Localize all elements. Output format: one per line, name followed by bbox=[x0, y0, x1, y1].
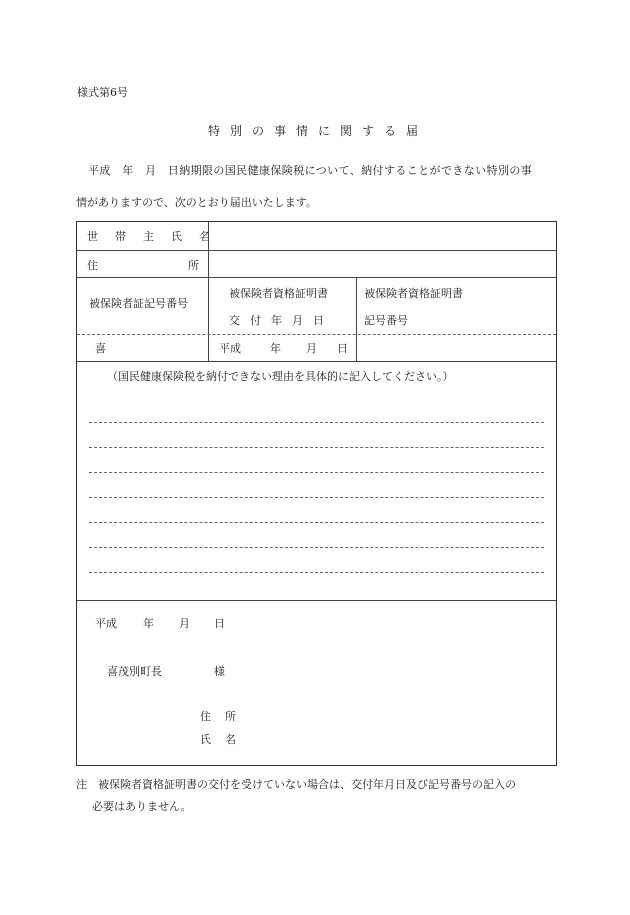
issue-date-era: 平成 bbox=[219, 342, 241, 355]
intro-line-1: 平成 年 月 日納期限の国民健康保険税について、納付することができない特別の事 bbox=[88, 164, 533, 177]
reason-instruction: （国民健康保険税を納付できない理由を具体的に記入してください。） bbox=[107, 370, 454, 383]
issue-date-day: 日 bbox=[337, 342, 348, 355]
householder-name-label bbox=[87, 228, 227, 244]
reason-line-4 bbox=[89, 497, 544, 498]
applicant-name-label-2: 名 bbox=[225, 733, 236, 746]
householder-name-label-text: 世帯主氏名 bbox=[87, 230, 227, 243]
insured-cert-label-tail: 喜 bbox=[95, 342, 106, 355]
issue-date-year: 年 bbox=[270, 342, 281, 355]
eligibility-cert-issue-label-line1: 被保険者資格証明書 bbox=[229, 287, 328, 300]
reason-line-2 bbox=[89, 447, 544, 448]
sign-date-year: 年 bbox=[143, 617, 154, 630]
reason-line-6 bbox=[89, 547, 544, 548]
footnote-line-1: 注 被保険者資格証明書の交付を受けていない場合は、交付年月日及び記号番号の記入の bbox=[76, 778, 516, 791]
form-number: 様式第6号 bbox=[77, 86, 128, 99]
address-label-char-1: 住所 bbox=[87, 259, 289, 272]
applicant-name-field[interactable] bbox=[247, 727, 537, 747]
applicant-name-label-1: 氏 bbox=[200, 733, 211, 746]
issue-date-month: 月 bbox=[306, 342, 317, 355]
reason-line-7 bbox=[89, 572, 544, 573]
householder-name-field[interactable] bbox=[209, 222, 556, 250]
intro-line-2: 情がありますので、次のとおり届出いたします。 bbox=[76, 196, 317, 209]
address-label bbox=[87, 257, 289, 273]
insured-cert-number-field[interactable] bbox=[77, 335, 208, 361]
eligibility-cert-issue-label-line2: 交付年月日 bbox=[229, 314, 334, 327]
addressee: 喜茂別町長 bbox=[107, 665, 162, 678]
eligibility-cert-number-label-line2: 記号番号 bbox=[364, 314, 408, 327]
addressee-honorific: 様 bbox=[214, 665, 225, 678]
sign-date-era: 平成 bbox=[95, 617, 117, 630]
applicant-address-label-2: 所 bbox=[225, 710, 236, 723]
row-divider-4 bbox=[77, 600, 556, 601]
eligibility-cert-number-label-line1: 被保険者資格証明書 bbox=[364, 287, 463, 300]
insured-cert-label: 被保険者証記号番号 bbox=[89, 297, 188, 310]
form-table bbox=[76, 221, 557, 766]
footnote-line-2: 必要はありません。 bbox=[92, 800, 192, 813]
row-divider-2 bbox=[77, 277, 556, 278]
applicant-address-label-1: 住 bbox=[200, 710, 211, 723]
applicant-address-field[interactable] bbox=[247, 704, 537, 724]
reason-line-5 bbox=[89, 522, 544, 523]
page-title: 特別の事情に関する届 bbox=[207, 124, 428, 138]
reason-text-area[interactable] bbox=[77, 362, 556, 600]
eligibility-cert-number-field[interactable] bbox=[357, 335, 556, 361]
reason-line-1 bbox=[89, 422, 544, 423]
reason-line-3 bbox=[89, 472, 544, 473]
sign-date-month: 月 bbox=[179, 617, 190, 630]
sign-date-day: 日 bbox=[214, 617, 225, 630]
address-field[interactable] bbox=[209, 251, 556, 277]
